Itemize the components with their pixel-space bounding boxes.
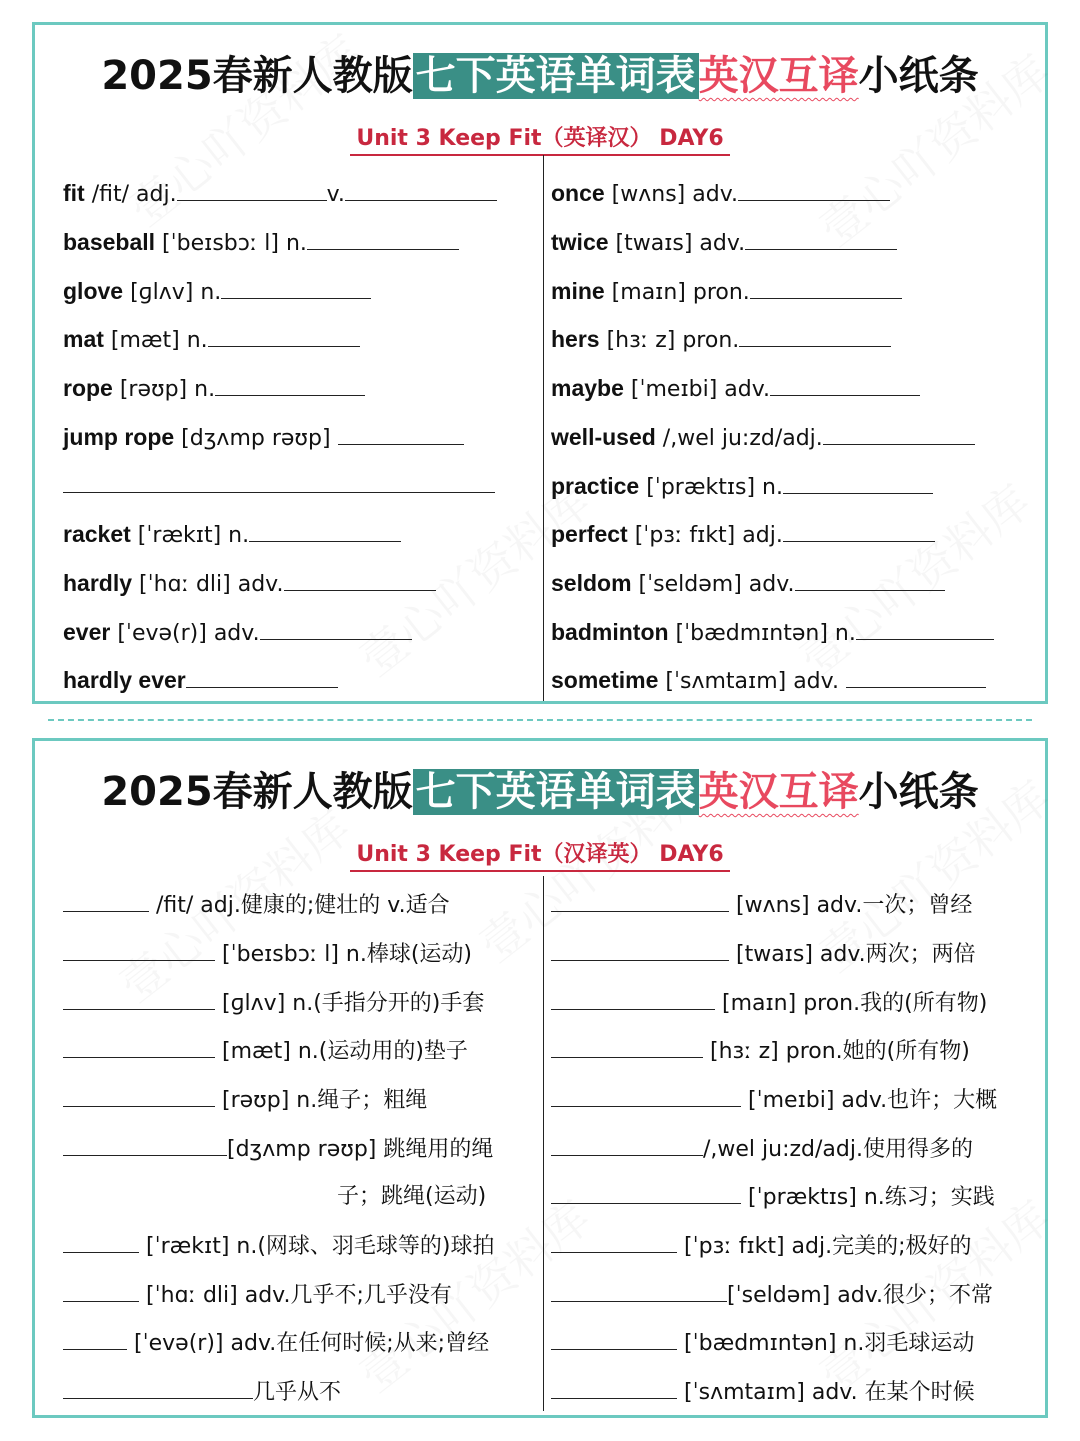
chinese-to-english-card (32, 738, 1048, 1418)
unit-heading: Unit 3 Keep Fit（英译汉） DAY6 (35, 121, 1045, 156)
translation-row-continued: 子；跳绳(运动) (337, 1184, 487, 1209)
translation-row: [ˈevə(r)] adv.在任何时候;从来;曾经 (63, 1328, 489, 1359)
translation-row: [ˈpɜː fɪkt] adj.完美的;极好的 (551, 1231, 972, 1262)
translation-row: [ˈsʌmtaɪm] adv. 在某个时候 (551, 1377, 975, 1408)
translation-row: 几乎从不 (63, 1377, 341, 1408)
word-row-hardly: hardly [ˈhɑː dli] adv. (63, 568, 436, 600)
word-row-ever: ever [ˈevə(r)] adv. (63, 617, 412, 649)
word-row-glove: glove [ɡlʌv] n. (63, 276, 371, 308)
page-title: 2025春新人教版七下英语单词表英汉互译小纸条 (101, 53, 979, 99)
english-to-chinese-card (32, 22, 1048, 704)
word-row-well-used: well-used /,wel ju:zd/adj. (551, 422, 975, 454)
word-row-maybe: maybe [ˈmeɪbi] adv. (551, 373, 920, 405)
word-row-twice: twice [twaɪs] adv. (551, 227, 897, 259)
word-row-jump-rope-continued (63, 471, 495, 502)
column-divider (543, 876, 544, 1411)
word-row-fit: fit /fit/ adj. v. (63, 178, 497, 210)
column-divider (543, 155, 544, 701)
translation-row: [rəʊp] n.绳子；粗绳 (63, 1085, 427, 1116)
translation-row: [ˈseldəm] adv.很少；不常 (551, 1280, 993, 1311)
word-row-jump-rope: jump rope [dʒʌmp rəʊp] (63, 422, 464, 454)
word-row-perfect: perfect [ˈpɜː fɪkt] adj. (551, 519, 935, 551)
translation-row: [mæt] n.(运动用的)垫子 (63, 1036, 468, 1067)
word-row-rope: rope [rəʊp] n. (63, 373, 365, 405)
word-row-sometime: sometime [ˈsʌmtaɪm] adv. (551, 665, 986, 697)
translation-row: [hɜː z] pron.她的(所有物) (551, 1036, 970, 1067)
word-row-once: once [wʌns] adv. (551, 178, 890, 210)
translation-row: [ˈpræktɪs] n.练习；实践 (551, 1182, 995, 1213)
translation-row: [ˈbeɪsbɔː l] n.棒球(运动) (63, 939, 472, 970)
translation-row: [ˈhɑː dli] adv.几乎不;几乎没有 (63, 1280, 452, 1311)
word-row-hardly-ever: hardly ever (63, 665, 338, 697)
page-title: 2025春新人教版七下英语单词表英汉互译小纸条 (101, 769, 979, 815)
translation-row: /fit/ adj.健康的;健壮的 v.适合 (63, 890, 450, 921)
word-row-badminton: badminton [ˈbædmɪntən] n. (551, 617, 994, 649)
translation-row: [maɪn] pron.我的(所有物) (551, 988, 987, 1019)
translation-row: [ˈrækɪt] n.(网球、羽毛球等的)球拍 (63, 1231, 495, 1262)
translation-row: [ˈmeɪbi] adv.也许；大概 (551, 1085, 997, 1116)
translation-row: [wʌns] adv.一次；曾经 (551, 890, 972, 921)
word-row-seldom: seldom [ˈseldəm] adv. (551, 568, 945, 600)
translation-row: [twaɪs] adv.两次；两倍 (551, 939, 976, 970)
translation-row: [ɡlʌv] n.(手指分开的)手套 (63, 988, 484, 1019)
word-row-baseball: baseball [ˈbeɪsbɔː l] n. (63, 227, 459, 259)
translation-row: [ˈbædmɪntən] n.羽毛球运动 (551, 1328, 974, 1359)
word-row-practice: practice [ˈpræktɪs] n. (551, 471, 933, 503)
unit-heading: Unit 3 Keep Fit（汉译英） DAY6 (35, 837, 1045, 872)
cut-line (48, 719, 1032, 721)
word-row-hers: hers [hɜː z] pron. (551, 324, 891, 356)
translation-row: [dʒʌmp rəʊp] 跳绳用的绳 (63, 1134, 493, 1165)
word-row-racket: racket [ˈrækɪt] n. (63, 519, 401, 551)
word-row-mat: mat [mæt] n. (63, 324, 360, 356)
translation-row: /,wel ju:zd/adj.使用得多的 (551, 1134, 973, 1165)
word-row-mine: mine [maɪn] pron. (551, 276, 902, 308)
